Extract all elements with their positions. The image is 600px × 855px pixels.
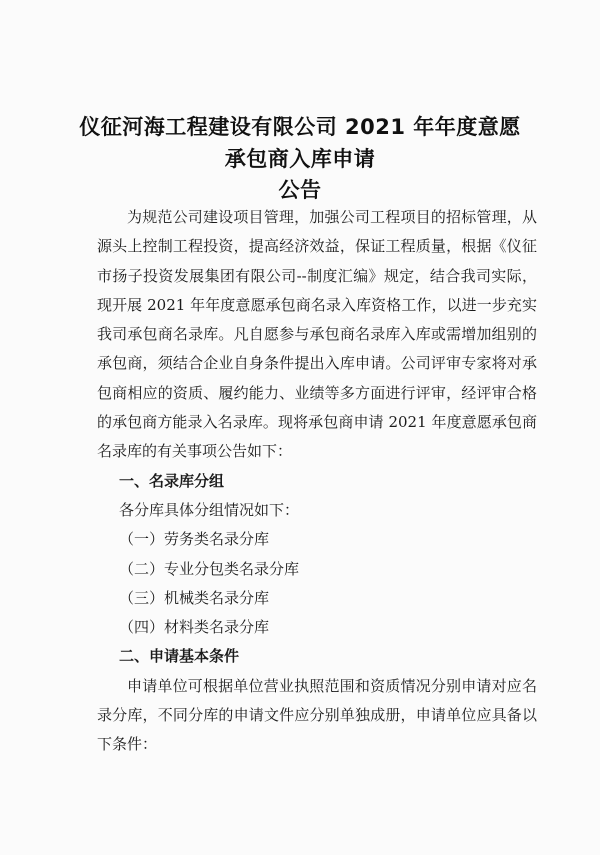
- intro-paragraph: 为规范公司建设项目管理，加强公司工程项目的招标管理，从源头上控制工程投资，提高经济效益，保证工程质量，根据《仪征市扬子投资发展集团有限公司--制度汇编》规定，结合我司实际，现开展 2021 年年度意愿承包商名录入库资格工作，以进一步充实我司承包商名录库。凡自愿参与承包商名录库入库或需增加组别的承包商，须结合企业自身条件提出入库申请。公司评审专家将对承包商相应的资质、履约能力、业绩等多方面进行评审，经评审合格的承包商方能录入名录库。现将承包商申请 2021 年度意愿承包商名录库的有关事项公告如下：: [97, 208, 537, 461]
- section-2-paragraph: 申请单位可根据单位营业执照范围和资质情况分别申请对应名录分库，不同分库的申请文件应分别单独成册，申请单位应具备以下条件：: [97, 676, 537, 754]
- document-title-line-2: 承包商入库申请: [224, 147, 376, 171]
- section-1-item: （一）劳务类名录分库: [119, 530, 270, 549]
- document-title-line-1: 仪征河海工程建设有限公司 2021 年年度意愿: [79, 115, 521, 139]
- section-1-item: （四）材料类名录分库: [119, 618, 270, 637]
- section-1-heading: 一、名录库分组: [119, 471, 225, 490]
- section-1-item: （二）专业分包类名录分库: [119, 559, 300, 578]
- document-title-line-3: 公告: [278, 178, 322, 202]
- section-1-intro: 各分库具体分组情况如下：: [119, 500, 300, 519]
- section-2-heading: 二、申请基本条件: [119, 647, 240, 666]
- document-body: [97, 203, 537, 760]
- section-1-item: （三）机械类名录分库: [119, 588, 270, 607]
